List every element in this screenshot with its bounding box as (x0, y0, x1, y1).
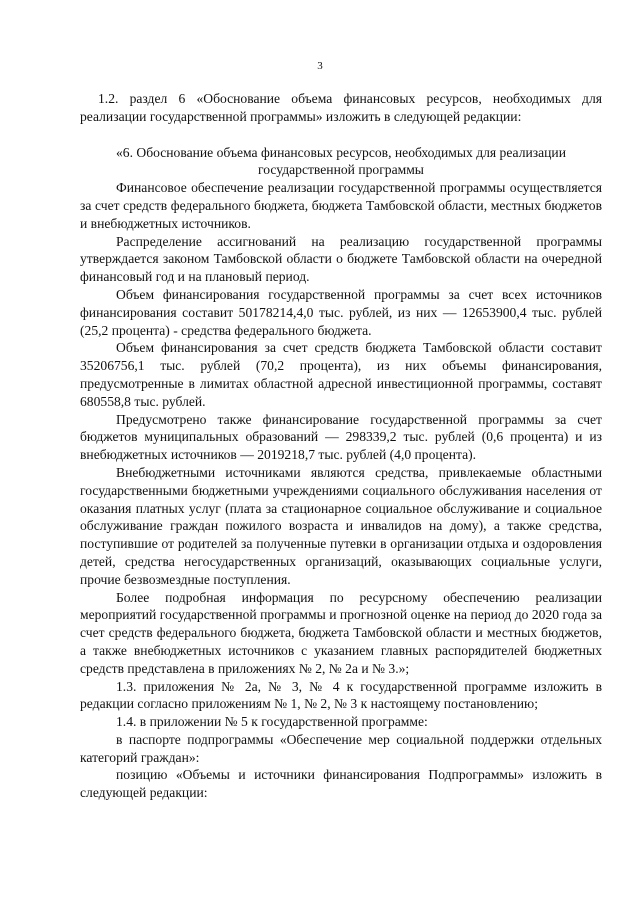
section-6-title: «6. Обоснование объема финансовых ресурсов, необходимых для реализации государственной программы (115, 144, 566, 178)
paragraph-total-volume: Объем финансирования государственной программы за счет всех источников финансирования составит 50178214,4,0 тыс. рублей, из них — 12653900,4 тыс. рублей (25,2 процента) - средства федерального бюджета. (80, 286, 602, 338)
paragraph-1-3: 1.3. приложения № 2а, № 3, № 4 к государственной программе изложить в редакции согласно приложениям № 1, № 2, № 3 к настоящему постановлению; (80, 678, 602, 712)
paragraph-extrabudgetary: Внебюджетными источниками являются средства, привлекаемые областными государственными бюджетными учреждениями социального обслуживания населения от оказания платных услуг (плата за стационарное социальное обслуживание и социальное обслуживание граждан пожилого возраста и инвалидов на дому), а также средства, поступившие от родителей за полученные путевки в организации отдыха и оздоровления детей, средства негосударственных организаций, оказывающих социальные услуги, прочие безвозмездные поступления. (80, 464, 602, 587)
paragraph-position: позицию «Объемы и источники финансирования Подпрограммы» изложить в следующей редакции: (80, 767, 602, 801)
paragraph-passport: в паспорте подпрограммы «Обеспечение мер социальной поддержки отдельных категорий граждан»: (80, 731, 602, 765)
paragraph-1-2: 1.2. раздел 6 «Обоснование объема финансовых ресурсов, необходимых для реализации государственной программы» изложить в следующей редакции: (80, 91, 602, 124)
paragraph-details: Более подробная информация по ресурсному обеспечению реализации мероприятий государственной программы и прогнозной оценке на период до 2020 года за счет средств федерального бюджета, бюджета Тамбовской области и местных бюджетов, а также внебюджетных источников с указанием главных распорядителей бюджетных средств представлена в приложениях № 2, № 2а и № 3.»; (80, 589, 602, 676)
paragraph-allocation: Распределение ассигнований на реализацию государственной программы утверждается законом Тамбовской области о бюджете Тамбовской области на очередной финансовый год и на плановый период. (80, 233, 602, 285)
paragraph-1-4: 1.4. в приложении № 5 к государственной программе: (116, 714, 428, 730)
paragraph-municipal-budget: Предусмотрено также финансирование государственной программы за счет бюджетов муниципальных образований — 298339,2 тыс. рублей (0,6 процента) и из внебюджетных источников — 2019218,7 тыс. рублей (4,0 процента). (80, 411, 602, 463)
paragraph-financing: Финансовое обеспечение реализации государственной программы осуществляется за счет средств федерального бюджета, бюджета Тамбовской области, местных бюджетов и внебюджетных источников. (80, 180, 602, 231)
page-number: 3 (317, 60, 323, 72)
document-body (80, 90, 602, 802)
paragraph-regional-budget: Объем финансирования за счет средств бюджета Тамбовской области составит 35206756,1 тыс. рублей (70,2 процента), из них объемы финансирования, предусмотренные в лимитах областной адресной инвестиционной программы, составят 680558,8 тыс. рублей. (80, 340, 602, 409)
